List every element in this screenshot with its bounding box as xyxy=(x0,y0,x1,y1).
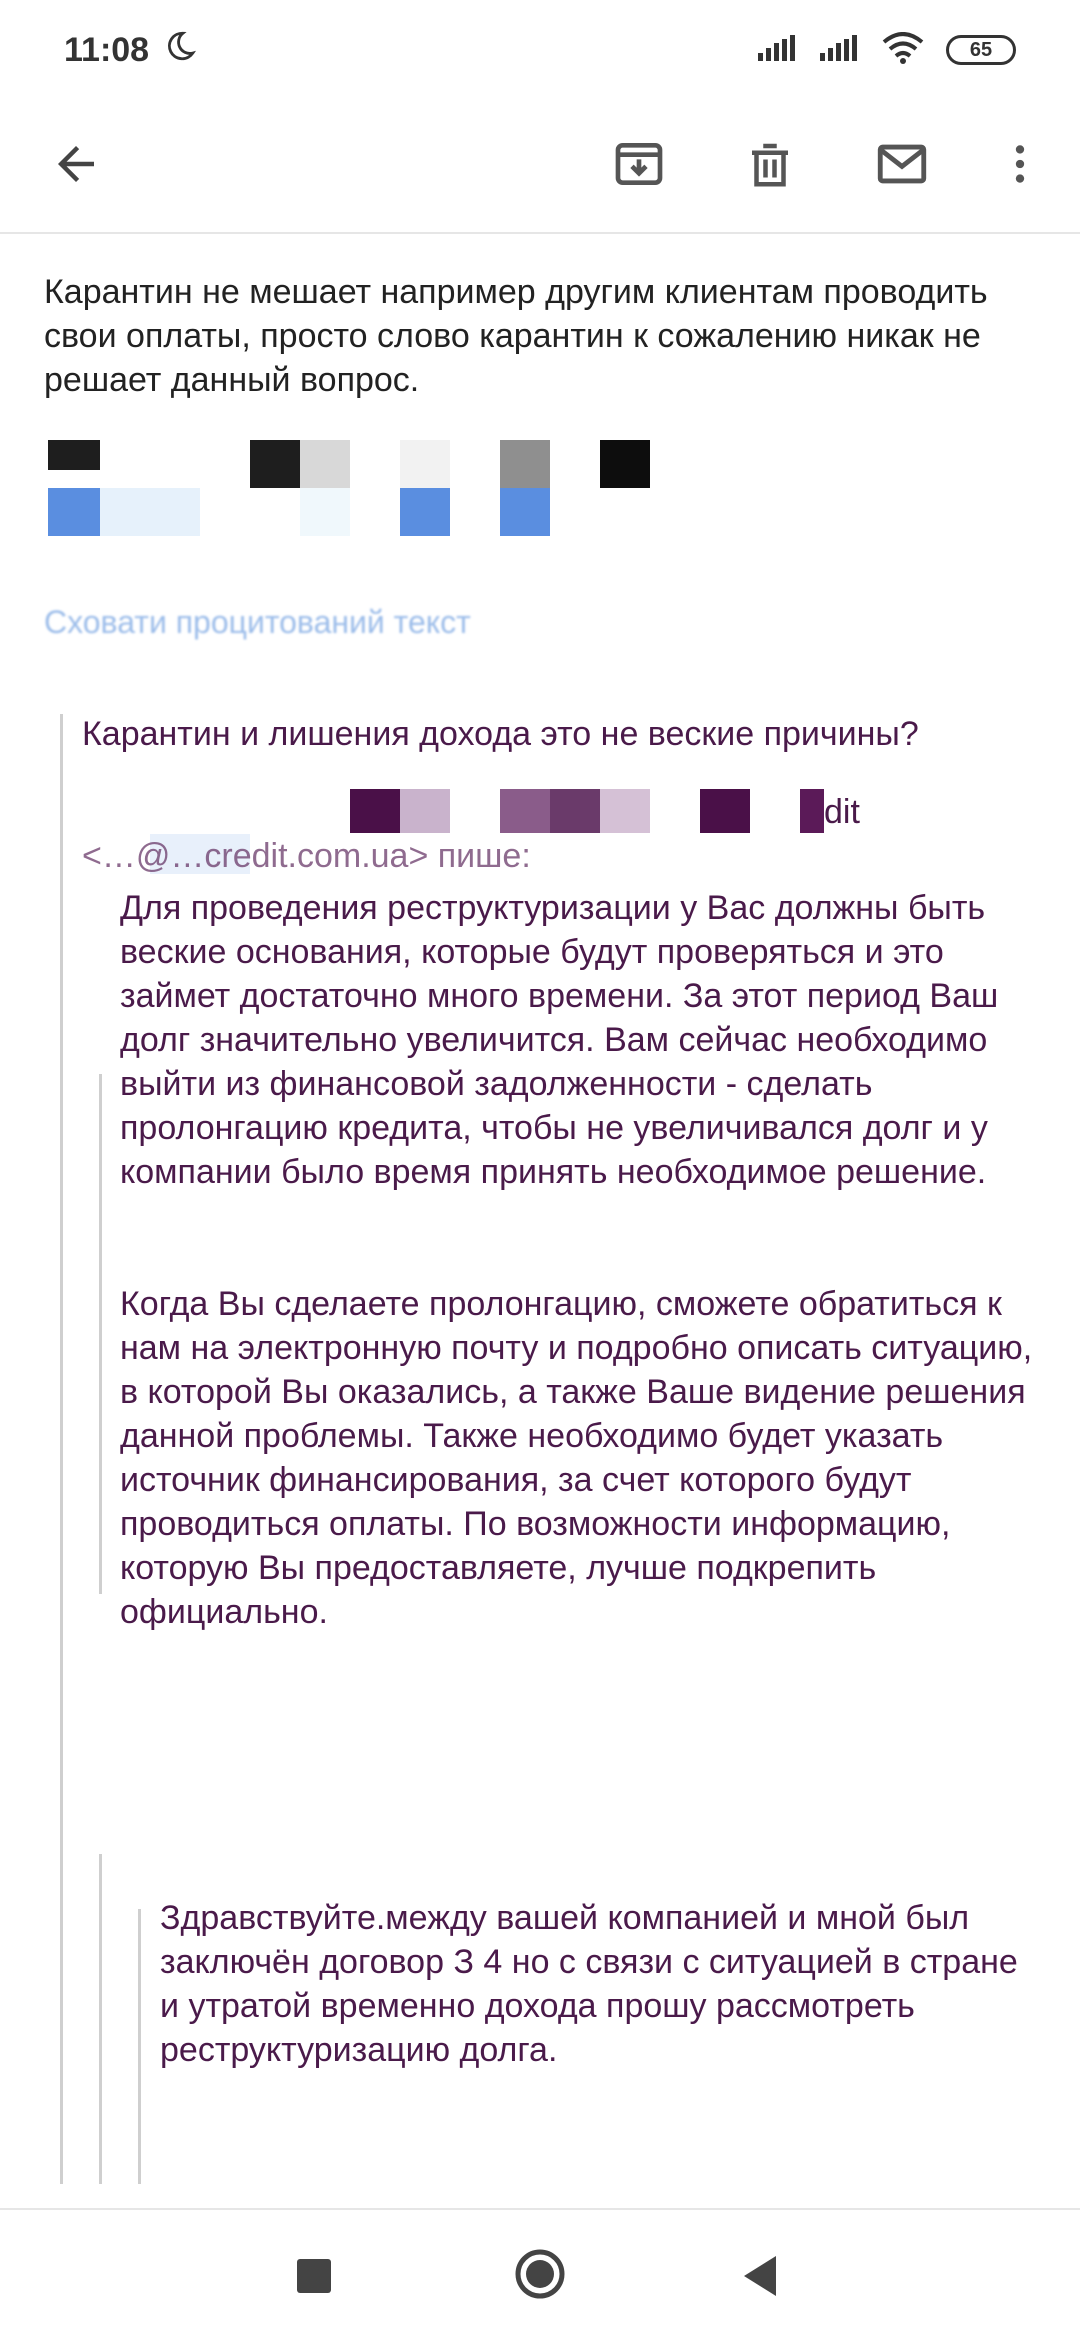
more-vert-icon xyxy=(995,139,1045,189)
battery-icon: 65 xyxy=(946,35,1016,65)
quote-bar xyxy=(99,1074,102,1594)
home-button[interactable] xyxy=(514,2248,566,2300)
quote-bar xyxy=(60,1852,63,2184)
quote-bar xyxy=(60,714,63,2014)
status-bar xyxy=(0,0,1080,100)
status-left xyxy=(64,29,197,72)
wifi-icon xyxy=(882,32,924,69)
back-nav-button[interactable] xyxy=(740,2254,780,2298)
quote3-text: Здравствуйте.между вашей компанией и мной был заключён договор З 4 но с связи с ситуацией в стране и утратой временно дохода прошу рассмотреть реструктуризацию долга. xyxy=(160,1899,1018,2069)
status-right xyxy=(758,32,1016,69)
quote2-paragraph-2: Когда Вы сделаете пролонгацию, сможете обратиться к нам на электронную почту и подробно описать ситуацию, в которой Вы оказались, а также Ваше видение решения данной проблемы. Также необходимо будет указать источник финансирования, за счет которого будут проводиться оплаты. По возможности информацию, которую Вы предоставляете, лучше подкрепить официально. xyxy=(120,1285,1033,1631)
mail-icon xyxy=(873,135,931,193)
quote-bar xyxy=(99,1854,102,2184)
signal-icon xyxy=(820,35,860,66)
hide-quoted-text-link[interactable]: Сховати процитований текст xyxy=(44,604,471,640)
system-nav-bar xyxy=(0,2208,1080,2342)
triangle-back-icon xyxy=(740,2254,780,2298)
back-button[interactable] xyxy=(40,128,112,200)
sender-writes-line: <…@…credit.com.ua> пише: xyxy=(82,837,531,875)
mark-unread-button[interactable] xyxy=(866,128,938,200)
signal-icon xyxy=(758,35,798,66)
moon-icon xyxy=(163,29,197,72)
quote1-text: Карантин и лишения дохода это не веские причины? xyxy=(82,715,919,753)
sender-fragment: dit xyxy=(824,793,860,831)
home-circle-icon xyxy=(514,2248,566,2300)
status-time: 11:08 xyxy=(64,30,150,69)
app-toolbar xyxy=(0,100,1080,234)
archive-button[interactable] xyxy=(603,128,675,200)
more-options-button[interactable] xyxy=(984,128,1056,200)
message-body: Карантин не мешает например другим клиентам проводить свои оплаты, просто слово карантин к сожалению никак не решает данный вопрос. xyxy=(44,273,988,399)
delete-button[interactable] xyxy=(734,128,806,200)
recent-apps-button[interactable] xyxy=(297,2259,331,2293)
trash-icon xyxy=(743,137,797,191)
quote2-paragraph-1: Для проведения реструктуризации у Вас должны быть веские основания, которые будут проверяться и это займет достаточно много времени. За этот период Ваш долг значительно увеличится. Вам сейчас необходимо выйти из финансовой задолженности - сделать пролонгацию кредита, чтобы не увеличивался долг и у компании было время принять необходимое решение. xyxy=(120,889,999,1191)
archive-icon xyxy=(611,136,667,192)
arrow-left-icon xyxy=(49,137,103,191)
quote-bar xyxy=(138,1909,141,2184)
message-content xyxy=(0,234,1080,2204)
